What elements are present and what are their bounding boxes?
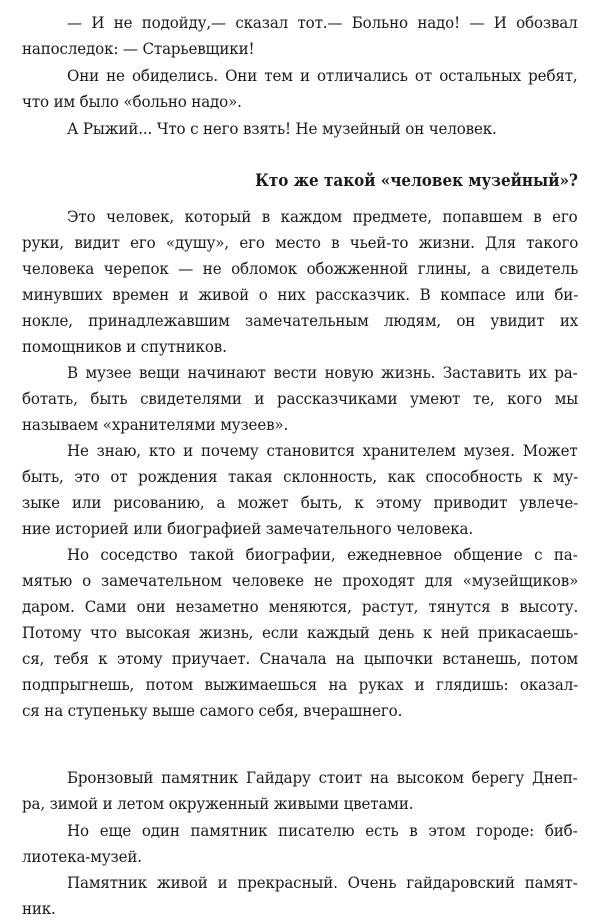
text-line: — И не подойду,— сказал тот.— Больно надо! — И обозвал [67,13,578,32]
text-line: ся на ступеньку выше самого себя, вчерашнего. [22,701,403,720]
text-line: руки, видит его «душу», его место в чьей-то жизни. Для такого [22,233,579,252]
text-line: подпрыгнешь, потом выжимаешься на руках и глядишь: оказал- [22,675,579,694]
text-line: Памятник живой и прекрасный. Очень гайдаровский памят- [67,873,578,892]
text-line: Это человек, который в каждом предмете, попавшем в его [67,207,578,226]
text-line: называем «хранителями музеев». [22,415,289,434]
text-line: мятью о замечательном человеке не проходят для «музейщиков» [22,571,579,590]
text-line: быть, это от рождения такая склонность, как способность к му- [22,467,579,486]
section-heading: Кто же такой «человек музейный»? [255,171,578,190]
text-line: зыке или рисованию, а может быть, к этому приводит увлече- [22,493,579,512]
text-line: Бронзовый памятник Гайдару стоит на высоком берегу Днеп- [67,768,578,787]
text-line: А Рыжий... Что с него взять! Не музейный он человек. [67,119,497,138]
text-line: напоследок: — Старьевщики! [22,39,255,58]
text-line: что им было «больно надо». [22,92,242,111]
text-line: ся, тебя к этому приучает. Сначала на цыпочки встанешь, потом [22,649,579,668]
text-line: помощников и спутников. [22,337,227,356]
text-line: минувших времен и живой о них рассказчик. В компасе или би- [22,285,579,304]
text-line: Не знаю, кто и почему становится хранителем музея. Может [67,441,578,460]
text-line: Но соседство такой биографии, ежедневное общение с па- [67,545,578,564]
text-line: ра, зимой и летом окруженный живыми цветами. [22,794,414,813]
text-line: ние историей или биографией замечательного человека. [22,519,474,538]
text-line: даром. Сами они незаметно меняются, растут, тянутся в высоту. [22,597,579,616]
text-line: В музее вещи начинают вести новую жизнь. Заставить их ра- [67,363,578,382]
text-line: ник. [22,899,56,918]
text-line: Но еще один памятник писателю есть в этом городе: биб- [67,821,578,840]
text-line: человека черепок — не обломок обожженной глины, а свидетель [22,259,579,278]
text-line: Потому что высокая жизнь, если каждый день к ней прикасаешь- [22,623,579,642]
text-line: нокле, принадлежавшим замечательным людям, он увидит их [22,311,579,330]
text-line: Они не обиделись. Они тем и отличались от остальных ребят, [67,66,578,85]
text-line: лиотека-музей. [22,847,142,866]
text-line: ботать, быть свидетелями и рассказчиками умеют те, кого мы [22,389,579,408]
